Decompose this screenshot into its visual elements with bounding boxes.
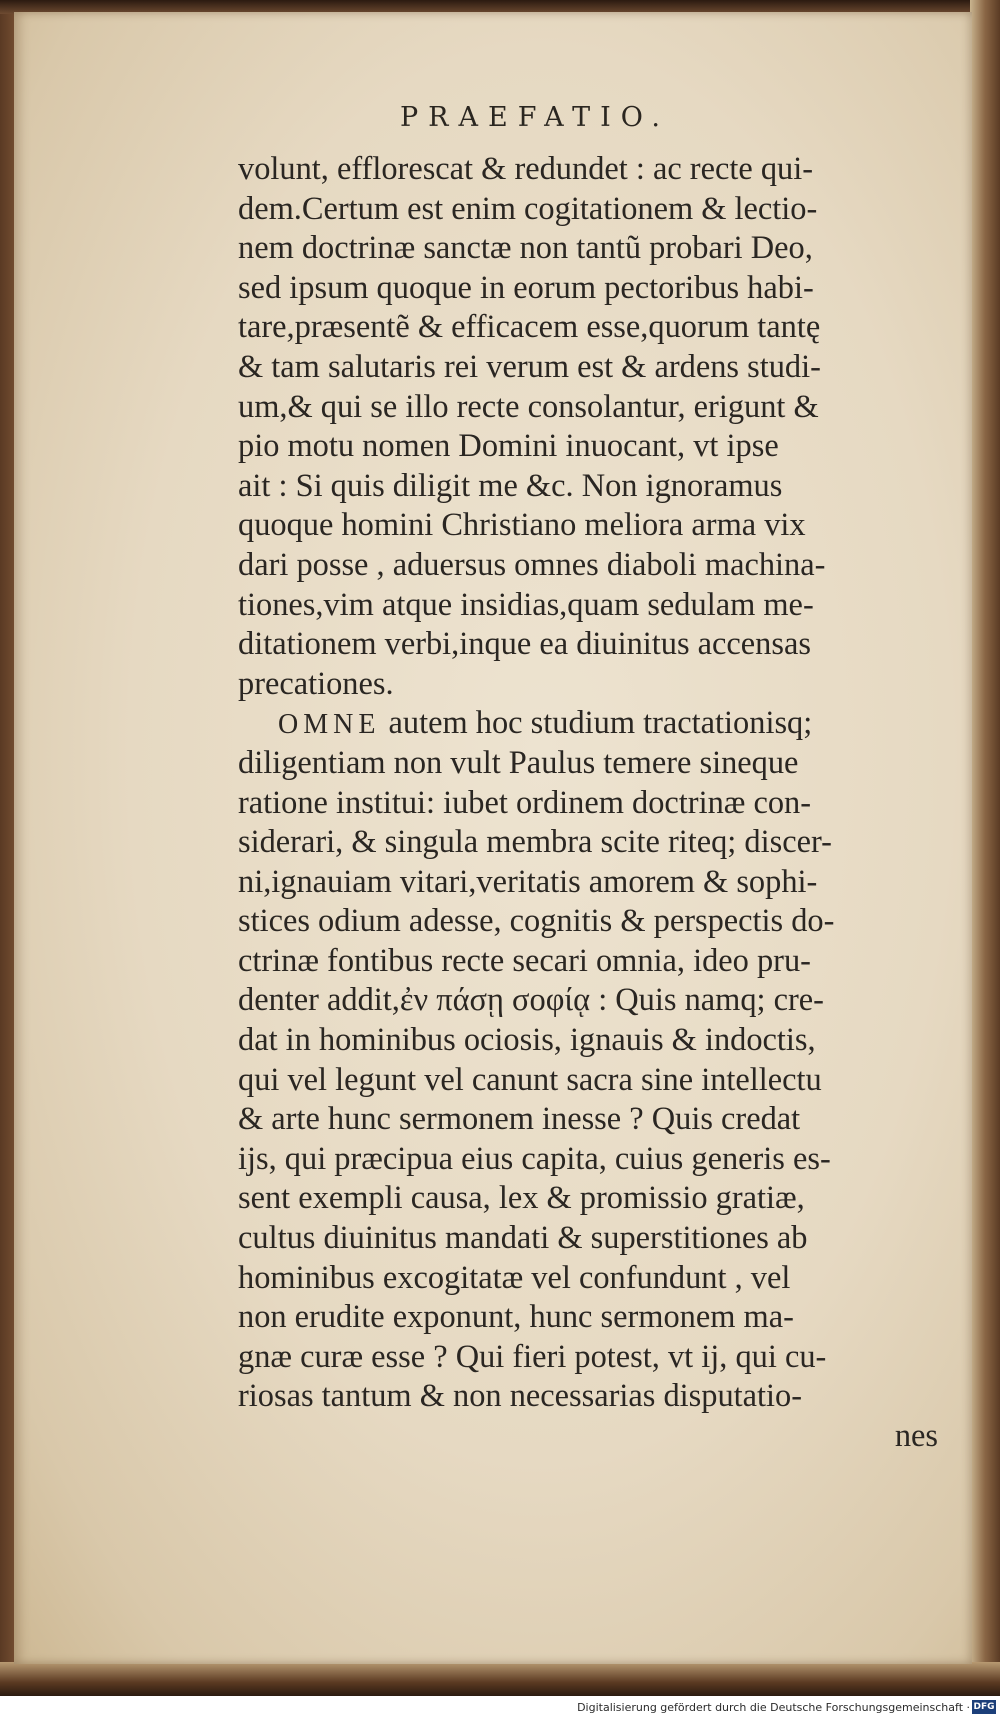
text-line: volunt, efflorescat & redundet : ac recte qui- — [238, 151, 813, 187]
text-line: dat in hominibus ociosis, ignauis & indoctis, — [238, 1022, 816, 1059]
text-line: dem.Certum est enim cogitationem & lectio- — [238, 190, 818, 227]
text-line: sent exempli causa, lex & promissio gratiæ, — [238, 1180, 805, 1217]
book-page — [14, 12, 972, 1664]
text-line: denter addit,ἐν πάσῃ σοφίᾳ : Quis namq; cre- — [238, 982, 824, 1019]
text-line: ratione institui: iubet ordinem doctrinæ con- — [238, 784, 812, 821]
text-line: ijs, qui præcipua eius capita, cuius generis es- — [238, 1140, 831, 1177]
text-line: quoque homini Christiano meliora arma vix — [238, 507, 806, 544]
book-fore-edge — [970, 0, 1000, 1696]
funding-notice: Digitalisierung gefördert durch die Deutsche Forschungsgemeinschaft · — [577, 1701, 970, 1714]
dfg-logo: DFG — [973, 1702, 995, 1712]
paragraph-first-line — [238, 704, 938, 744]
text-line: & tam salutaris rei verum est & ardens studi- — [238, 348, 821, 385]
text-line: sed ipsum quoque in eorum pectoribus habi- — [238, 269, 814, 306]
text-line: pio motu nomen Domini inuocant, vt ipse — [238, 428, 779, 465]
text-line: precationes. — [238, 665, 394, 702]
text-line: siderari, & singula membra scite riteq; discer- — [238, 824, 832, 861]
text-line: ditationem verbi,inque ea diuinitus accensas — [238, 626, 811, 663]
text-line: dari posse , aduersus omnes diaboli machina- — [238, 546, 826, 583]
text-line: ni,ignauiam vitari,veritatis amorem & sophi- — [238, 863, 818, 900]
text-line: tiones,vim atque insidias,quam sedulam me- — [238, 586, 814, 623]
page-text — [238, 150, 938, 1457]
scan-bottom-edge — [0, 1662, 1000, 1696]
text-line: qui vel legunt vel canunt sacra sine intellectu — [238, 1061, 822, 1098]
text-line: non erudite exponunt, hunc sermonem ma- — [238, 1299, 794, 1336]
text-line: stices odium adesse, cognitis & perspectis do- — [238, 903, 835, 940]
text-line: ctrinæ fontibus recte secari omnia, ideo pru- — [238, 942, 811, 979]
paragraph-initial: OMNE — [278, 709, 381, 741]
text-line: diligentiam non vult Paulus temere sineque — [238, 744, 799, 781]
text-line: gnæ curæ esse ? Qui fieri potest, vt ij, qui cu- — [238, 1338, 827, 1375]
running-header: PRAEFATIO. — [400, 102, 670, 133]
text-line: cultus diuinitus mandati & superstitiones ab — [238, 1220, 808, 1257]
text-line: nem doctrinæ sanctæ non tantũ probari Deo, — [238, 230, 813, 267]
text-line: tare,præsentẽ & efficacem esse,quorum tantę — [238, 309, 821, 346]
text-line: um,& qui se illo recte consolantur, erigunt & — [238, 388, 819, 425]
text-line: riosas tantum & non necessarias disputatio- — [238, 1378, 803, 1415]
text-line: ait : Si quis diligit me &c. Non ignoramus — [238, 467, 783, 504]
text-line: & arte hunc sermonem inesse ? Quis credat — [238, 1101, 801, 1138]
catchword: nes — [894, 1418, 938, 1454]
text-line: hominibus excogitatæ vel confundunt , vel — [238, 1259, 791, 1296]
digitization-footer — [0, 1696, 1000, 1721]
text-line-rest: autem hoc studium tractationisq; — [380, 705, 813, 742]
